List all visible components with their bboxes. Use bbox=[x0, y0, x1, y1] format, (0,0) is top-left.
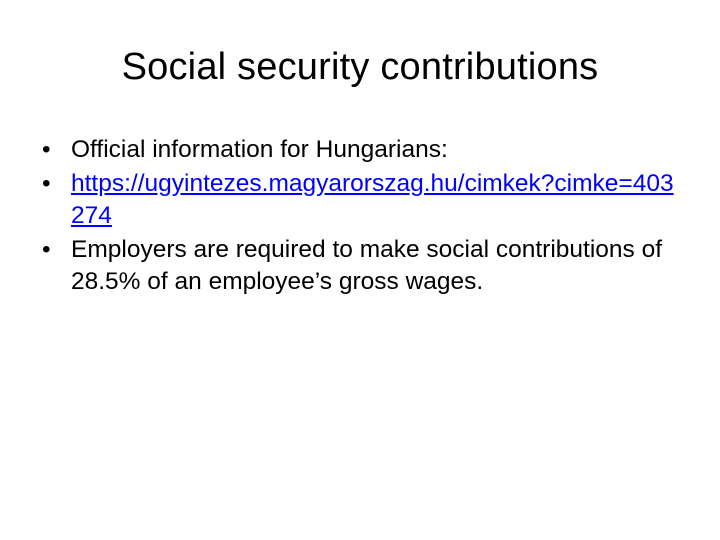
bullet-item-official-info bbox=[36, 134, 684, 166]
bullet-icon: • bbox=[42, 236, 51, 263]
slide-title: Social security contributions bbox=[121, 46, 599, 88]
info-link[interactable]: https://ugyintezes.magyarorszag.hu/cimkek?cimke=403274 bbox=[71, 170, 674, 229]
bullet-list bbox=[36, 134, 684, 300]
bullet-text: Employers are required to make social contributions of 28.5% of an employee’s gross wages. bbox=[71, 236, 663, 295]
bullet-icon: • bbox=[42, 136, 51, 163]
bullet-item-employer-contributions bbox=[36, 234, 684, 298]
bullet-icon: • bbox=[42, 170, 51, 197]
bullet-item-link bbox=[36, 168, 684, 232]
bullet-text: Official information for Hungarians: bbox=[71, 136, 448, 163]
